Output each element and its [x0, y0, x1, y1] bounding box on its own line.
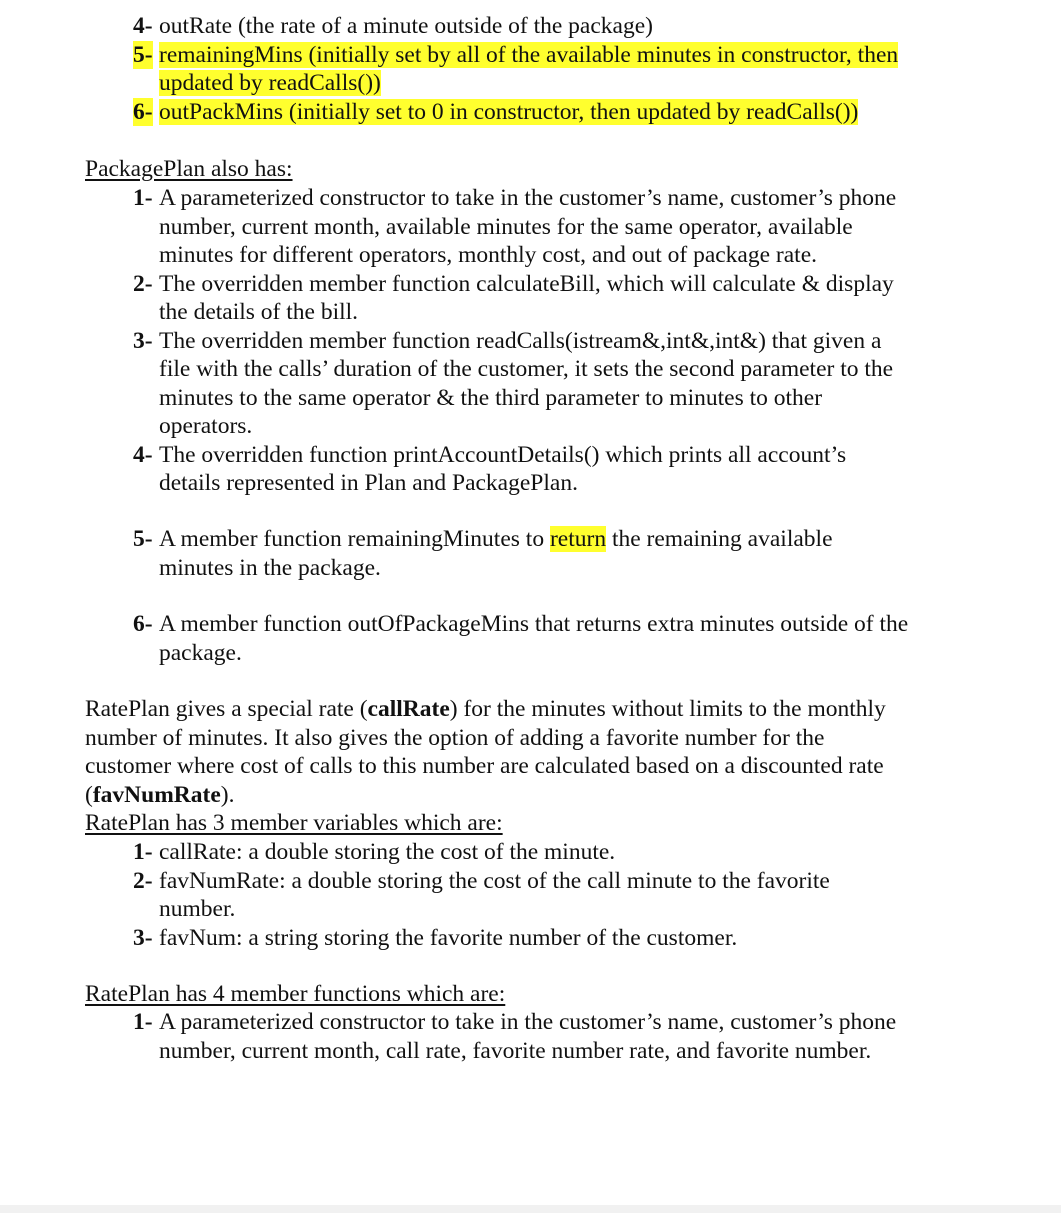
list-item: 5- A member function remainingMinutes to return the remaining available minutes in the package.: [133, 526, 833, 581]
list-item: 2- favNumRate: a double storing the cost of the call minute to the favorite number.: [133, 867, 830, 922]
highlighted-word: return: [549, 526, 607, 552]
rateplan-intro-paragraph: RatePlan gives a special rate (callRate) for the minutes without limits to the monthly number of minutes. It also gives the option of adding a favorite number for the customer where cost of calls to this number are calculated based on a discounted rate (favNumRate).: [85, 696, 886, 808]
list-number: 3-: [133, 327, 153, 354]
list-item: 1- callRate: a double storing the cost of the minute.: [133, 839, 616, 865]
top-member-list: [133, 12, 953, 126]
packageplan-function-list-continued: [133, 610, 953, 667]
list-item: 3- The overridden member function readCalls(istream&,int&,int&) that given a file with the calls’ duration of the customer, it sets the second parameter to the minutes to the same operator & the third parameter to minutes to other operators.: [133, 327, 894, 439]
packageplan-function-list-continued: [133, 525, 953, 582]
list-number: 6-: [133, 98, 153, 125]
page-bottom-edge: [0, 1205, 1061, 1213]
list-item: 1- A parameterized constructor to take in the customer’s name, customer’s phone number, current month, available minutes for the same operator, available minutes for different operators, monthly cost, and out of package rate.: [133, 185, 897, 268]
list-number: 1-: [133, 839, 153, 865]
list-number: 2-: [133, 270, 153, 297]
list-item: 2- The overridden member function calculateBill, which will calculate & display the details of the bill.: [133, 270, 894, 325]
section-heading: RatePlan has 3 member variables which are:: [85, 810, 503, 836]
list-item: 4- The overridden function printAccountDetails() which prints all account’s details represented in Plan and PackagePlan.: [133, 441, 847, 496]
list-item: 3- favNum: a string storing the favorite number of the customer.: [133, 924, 738, 951]
list-text: remainingMins (initially set by all of the available minutes in constructor, then: [159, 41, 899, 68]
list-number: 5-: [133, 526, 153, 552]
list-number: 1-: [133, 1009, 153, 1035]
list-item: 6- A member function outOfPackageMins that returns extra minutes outside of the package.: [133, 611, 909, 666]
list-number: 6-: [133, 611, 153, 637]
list-item-highlighted: [133, 98, 953, 127]
list-number: 4-: [133, 441, 153, 468]
list-number: 1-: [133, 185, 153, 211]
list-text-continued: updated by readCalls()): [159, 70, 381, 96]
list-number: 3-: [133, 924, 153, 951]
list-number: 5-: [133, 41, 153, 68]
list-item: [133, 12, 953, 41]
list-item: 1- A parameterized constructor to take in the customer’s name, customer’s phone number, current month, call rate, favorite number rate, and favorite number.: [133, 1009, 897, 1064]
list-text: outPackMins (initially set to 0 in constructor, then updated by readCalls()): [159, 98, 859, 125]
rateplan-function-list: [133, 1008, 953, 1065]
list-text: outRate (the rate of a minute outside of the package): [159, 13, 653, 39]
list-item-highlighted: [133, 41, 939, 98]
list-number: 2-: [133, 867, 153, 894]
rateplan-variable-list: [133, 838, 953, 952]
section-heading: PackagePlan also has:: [85, 156, 293, 182]
packageplan-function-list: [133, 184, 953, 498]
list-number: 4-: [133, 13, 153, 39]
section-heading: RatePlan has 4 member functions which are:: [85, 981, 506, 1007]
